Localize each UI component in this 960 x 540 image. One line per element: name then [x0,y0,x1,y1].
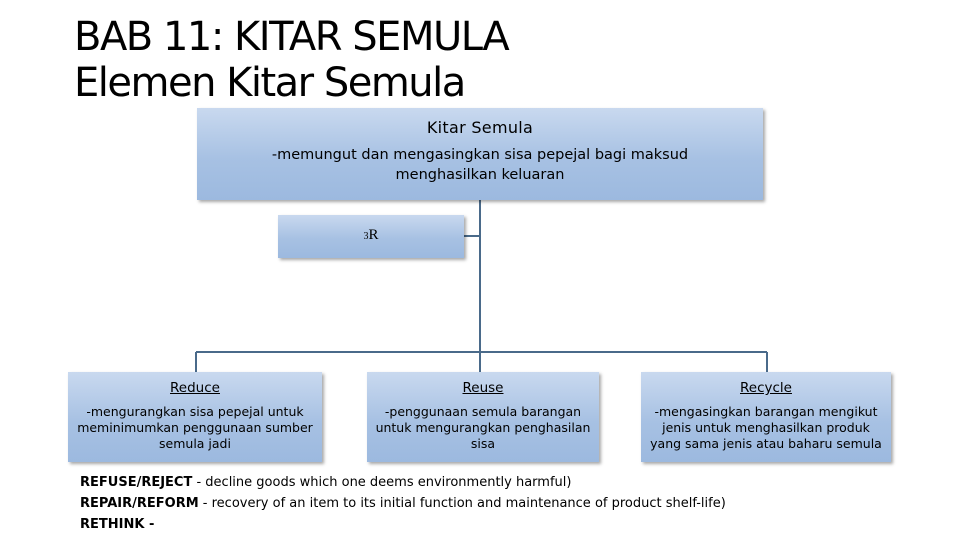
root-node-description: -memungut dan mengasingkan sisa pepejal bagi maksud menghasilkan keluaran [271,147,689,183]
leaf-description-reduce: -mengurangkan sisa pepejal untuk meminimumkan penggunaan sumber semula jadi [77,404,313,451]
leaf-node-reduce [68,372,322,462]
node-3r-number: 3 [363,231,369,242]
note-text: - recovery of an item to its initial function and maintenance of product shelf-life) [198,496,726,511]
title-line-1: BAB 11: KITAR SEMULA [74,14,509,60]
root-node-heading: Kitar Semula [426,118,534,137]
note-term: RETHINK - [80,517,155,532]
root-node-kitar-semula [197,108,763,200]
note-term: REPAIR/REFORM [80,496,199,511]
leaf-description-recycle: -mengasingkan barangan mengikut jenis untuk menghasilkan produk yang sama jenis atau baharu semula [650,404,882,451]
leaf-description-reuse: -penggunaan semula barangan untuk mengurangkan penghasilan sisa [375,404,591,451]
note-refuse [80,472,726,493]
note-rethink [80,514,726,535]
notes-list [80,472,726,535]
node-3r [278,215,464,258]
title-line-2: Elemen Kitar Semula [74,60,465,106]
node-3r-letter: R [368,227,379,243]
leaf-title-reuse: Reuse [462,380,504,396]
leaf-title-recycle: Recycle [740,380,792,396]
leaf-title-reduce: Reduce [170,380,220,396]
leaf-node-recycle [641,372,891,462]
node-3r-label [278,215,464,244]
note-term: REFUSE/REJECT [80,475,193,490]
leaf-node-reuse [367,372,599,462]
note-repair [80,493,726,514]
note-text: - decline goods which one deems environmently harmful) [192,475,572,490]
